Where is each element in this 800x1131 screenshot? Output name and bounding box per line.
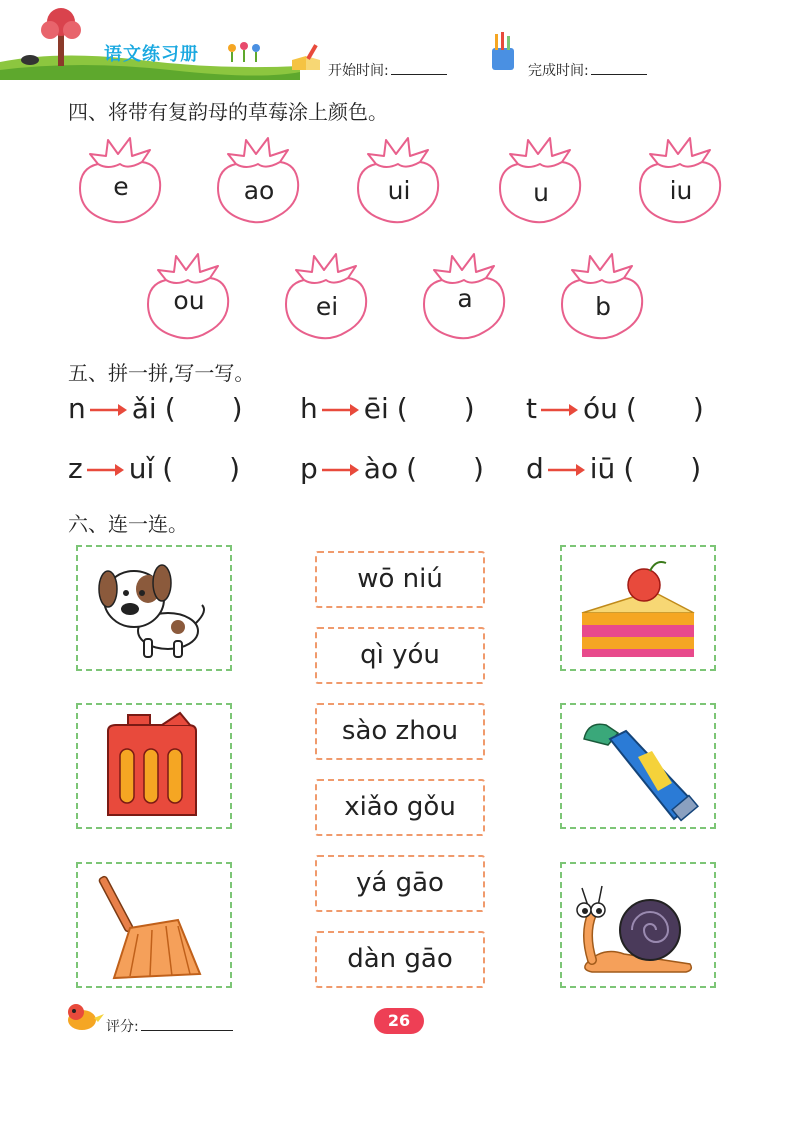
- section-6-title: 六、连一连。: [68, 512, 188, 536]
- score-label: 评分:: [106, 1019, 139, 1035]
- pinyin-item: [300, 392, 475, 425]
- answer-blank[interactable]: [406, 452, 484, 485]
- initial-letter: h: [300, 392, 318, 425]
- word-card-wo-niu[interactable]: wō niú: [315, 551, 485, 608]
- toothpaste-image[interactable]: [560, 703, 716, 829]
- initial-letter: n: [68, 392, 86, 425]
- end-time-label: 完成时间:: [528, 63, 589, 79]
- open-paren: (: [623, 452, 635, 485]
- final-syllable: ào: [363, 452, 399, 485]
- answer-blank[interactable]: [165, 392, 243, 425]
- final-syllable: uǐ: [128, 452, 155, 485]
- close-paren: ): [692, 392, 704, 425]
- strawberry-u[interactable]: [496, 134, 586, 224]
- strawberry-label: a: [457, 284, 473, 313]
- word-card-qi-you[interactable]: qì yóu: [315, 627, 485, 684]
- close-paren: ): [690, 452, 702, 485]
- cake-image[interactable]: [560, 545, 716, 671]
- strawberry-e[interactable]: [76, 134, 166, 224]
- open-paren: (: [396, 392, 408, 425]
- strawberry-ui[interactable]: [354, 134, 444, 224]
- snail-image[interactable]: [560, 862, 716, 988]
- strawberry-ou[interactable]: [144, 250, 234, 340]
- arrow-right-icon: [87, 463, 125, 477]
- strawberry-b[interactable]: [558, 250, 648, 340]
- broom-image[interactable]: [76, 862, 232, 988]
- word-card-sao-zhou[interactable]: sào zhou: [315, 703, 485, 760]
- score-field[interactable]: [106, 1016, 233, 1036]
- word-card-xiao-gou[interactable]: xiǎo gǒu: [315, 779, 485, 836]
- open-paren: (: [625, 392, 637, 425]
- close-paren: ): [229, 452, 241, 485]
- section-4-title: 四、将带有复韵母的草莓涂上颜色。: [68, 100, 388, 124]
- pinyin-item: [68, 392, 243, 425]
- final-syllable: iū: [589, 452, 616, 485]
- answer-blank[interactable]: [623, 452, 701, 485]
- answer-blank[interactable]: [626, 392, 704, 425]
- open-paren: (: [162, 452, 174, 485]
- pinyin-item: [300, 452, 484, 485]
- end-time-blank[interactable]: [591, 62, 647, 75]
- score-blank[interactable]: [141, 1018, 233, 1031]
- open-paren: (: [164, 392, 176, 425]
- strawberry-label: b: [595, 292, 611, 321]
- final-syllable: ǎi: [131, 392, 157, 425]
- strawberry-label: ou: [173, 286, 205, 315]
- strawberry-label: u: [533, 178, 549, 207]
- start-time-label: 开始时间:: [328, 63, 389, 79]
- answer-blank[interactable]: [397, 392, 475, 425]
- section-5-title: 五、拼一拼,写一写。: [68, 361, 255, 385]
- final-syllable: ēi: [363, 392, 389, 425]
- strawberry-iu[interactable]: [636, 134, 726, 224]
- close-paren: ): [473, 452, 484, 485]
- oil-can-image[interactable]: [76, 703, 232, 829]
- pinyin-item: [526, 392, 704, 425]
- start-time-blank[interactable]: [391, 62, 447, 75]
- strawberry-label: e: [113, 172, 129, 201]
- answer-blank[interactable]: [162, 452, 240, 485]
- arrow-right-icon: [541, 403, 579, 417]
- arrow-right-icon: [322, 403, 360, 417]
- book-title: 语文练习册: [104, 44, 199, 65]
- word-card-dan-gao[interactable]: dàn gāo: [315, 931, 485, 988]
- strawberry-label: ui: [387, 176, 411, 205]
- strawberry-label: ei: [315, 292, 339, 321]
- initial-letter: p: [300, 452, 318, 485]
- close-paren: ): [231, 392, 243, 425]
- page-number-badge: 26: [374, 1008, 424, 1034]
- dog-image[interactable]: [76, 545, 232, 671]
- bird-mascot-icon: [64, 1002, 104, 1038]
- strawberry-ao[interactable]: [214, 134, 304, 224]
- strawberry-label: ao: [243, 176, 275, 205]
- arrow-right-icon: [548, 463, 586, 477]
- pinyin-item: [526, 452, 701, 485]
- end-time-field[interactable]: [528, 60, 647, 80]
- final-syllable: óu: [582, 392, 618, 425]
- strawberry-a[interactable]: [420, 250, 510, 340]
- strawberry-ei[interactable]: [282, 250, 372, 340]
- book-pencil-icon: [290, 42, 326, 76]
- start-time-field[interactable]: [328, 60, 447, 80]
- initial-letter: z: [68, 452, 83, 485]
- initial-letter: t: [526, 392, 537, 425]
- pinyin-item: [68, 452, 240, 485]
- word-card-ya-gao[interactable]: yá gāo: [315, 855, 485, 912]
- initial-letter: d: [526, 452, 544, 485]
- arrow-right-icon: [90, 403, 128, 417]
- arrow-right-icon: [322, 463, 360, 477]
- open-paren: (: [406, 452, 418, 485]
- close-paren: ): [463, 392, 475, 425]
- pencil-cup-icon: [486, 30, 522, 78]
- strawberry-label: iu: [669, 176, 693, 205]
